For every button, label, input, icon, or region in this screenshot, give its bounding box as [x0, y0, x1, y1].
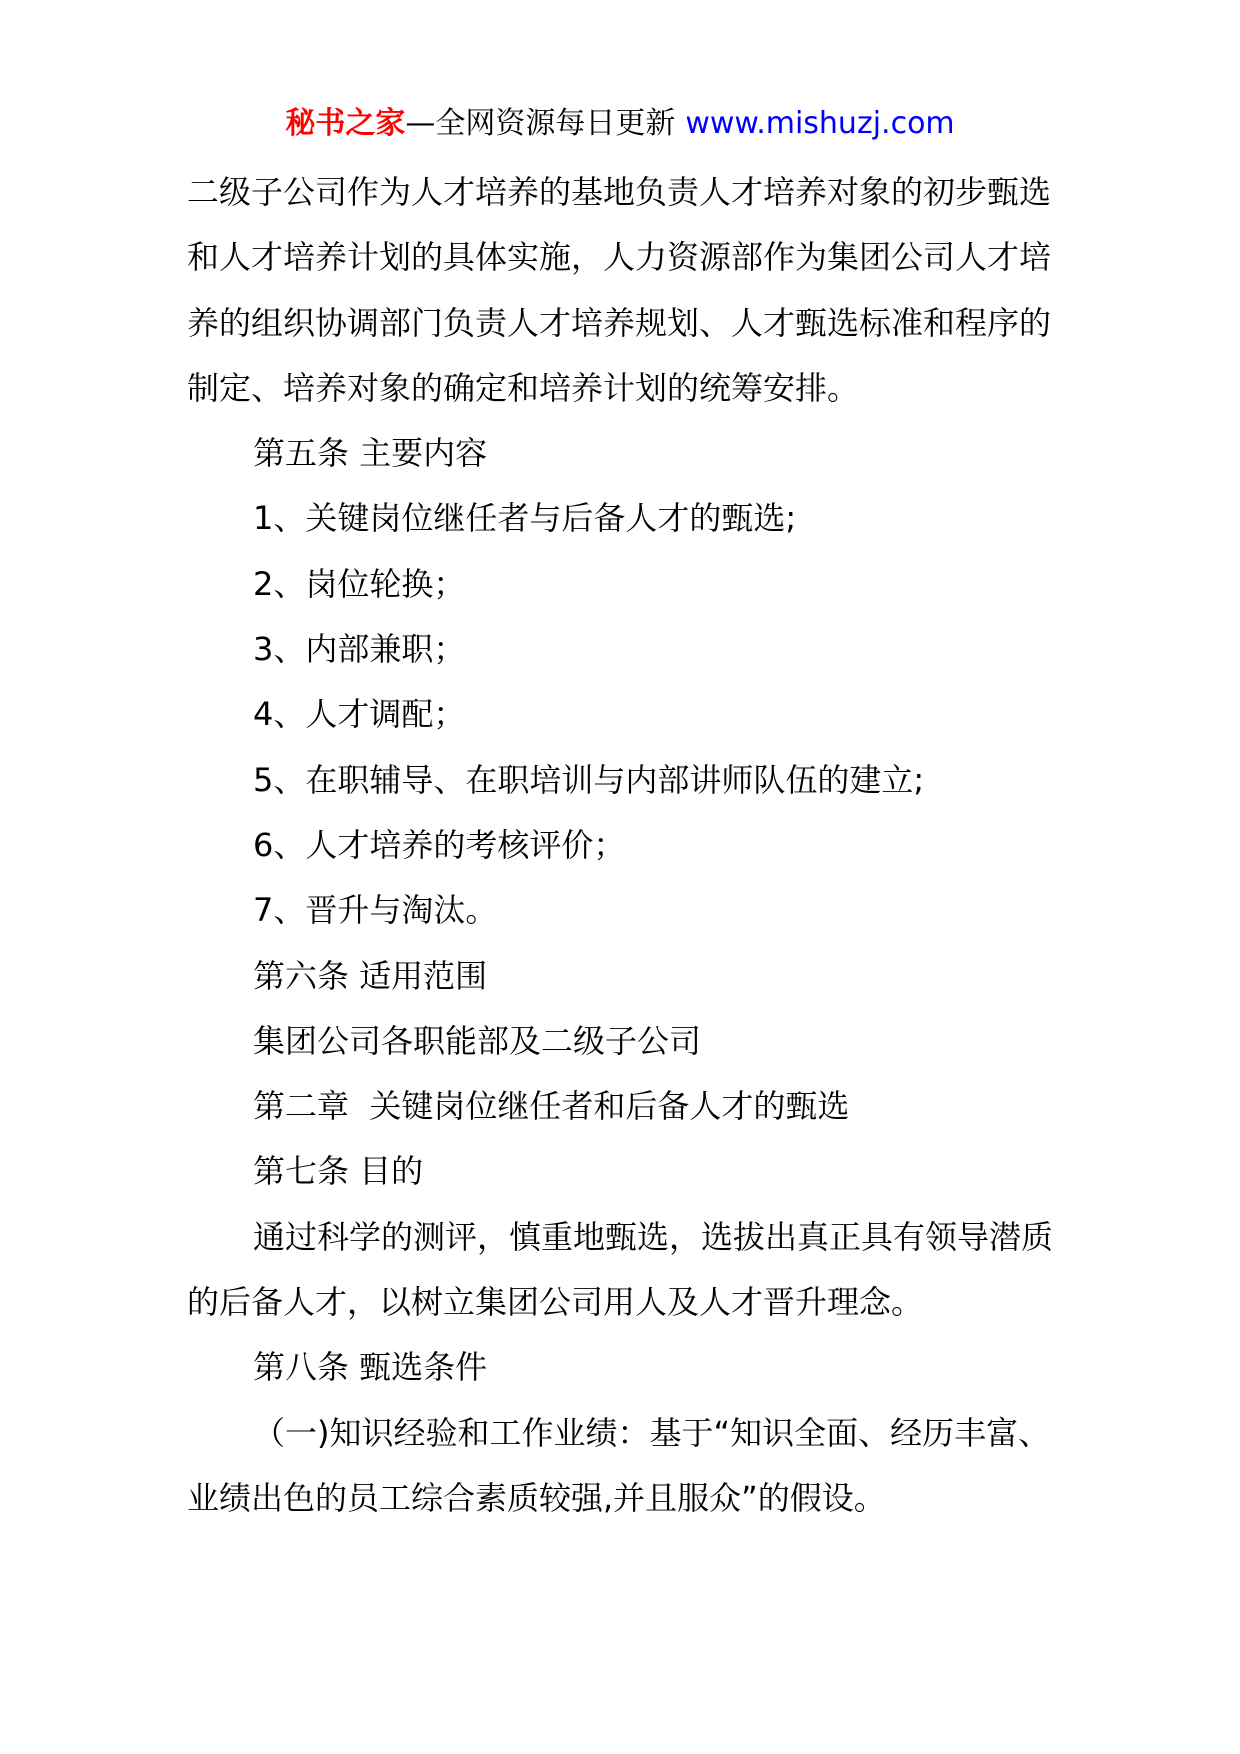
header-slogan: —全网资源每日更新	[405, 106, 676, 141]
list-item: 3、内部兼职；	[253, 630, 466, 669]
chapter-2-heading: 第二章 关键岗位继任者和后备人才的甄选	[253, 1087, 850, 1126]
list-item: 1、关键岗位继任者与后备人才的甄选;	[253, 499, 797, 538]
page-header	[0, 100, 1240, 148]
list-item: 4、人才调配；	[253, 695, 466, 734]
purpose-text: 通过科学的测评，慎重地甄选，选拔出真正具有领导潜质的后备人才，以树立集团公司用人及人才晋升理念。	[187, 1217, 1054, 1322]
list-item: 5、在职辅导、在职培训与内部讲师队伍的建立;	[253, 760, 925, 799]
list-item: 7、晋升与淘汰。	[253, 891, 498, 930]
condition-text: （一)知识经验和工作业绩：基于“知识全面、经历丰富、业绩出色的员工综合素质较强,并且服众”的假设。	[187, 1413, 1051, 1517]
brand-name: 秘书之家	[285, 106, 406, 141]
article-8-heading: 第八条 甄选条件	[253, 1348, 488, 1387]
article-5-heading: 第五条 主要内容	[253, 434, 488, 473]
document-body	[187, 160, 1057, 1531]
article-6-heading: 第六条 适用范围	[253, 956, 488, 995]
site-url-link[interactable]: www.mishuzj.com	[685, 106, 955, 141]
paragraph-intro: 二级子公司作为人才培养的基地负责人才培养对象的初步甄选和人才培养计划的具体实施，人力资源部作为集团公司人才培养的组织协调部门负责人才培养规划、人才甄选标准和程序的制定、培养对象的确定和培养计划的统筹安排。	[187, 173, 1052, 407]
list-item: 2、岗位轮换；	[253, 564, 466, 603]
article-7-heading: 第七条 目的	[253, 1152, 424, 1191]
list-item: 6、人才培养的考核评价；	[253, 825, 626, 864]
scope-text: 集团公司各职能部及二级子公司	[253, 1021, 702, 1060]
